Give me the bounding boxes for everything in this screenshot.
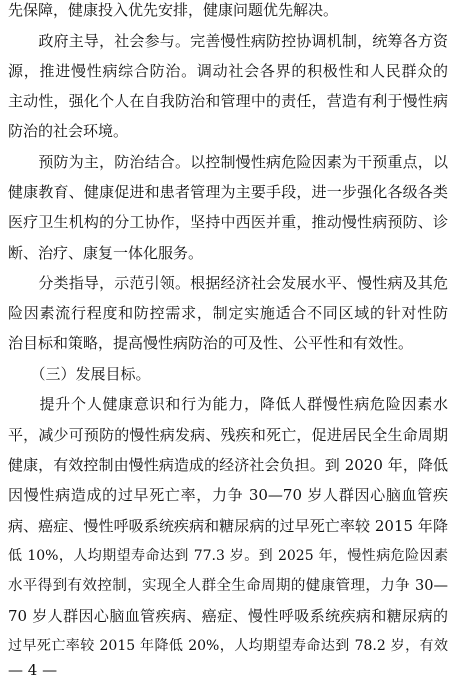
section-heading: （三）发展目标。 [8,365,151,383]
text-line: 健康教育、健康促进和患者管理为主要手段，进一步强化各级各类 [8,183,448,201]
text-line: 医疗卫生机构的分工协作，坚持中西医并重，推动慢性病预防、诊 [8,213,448,231]
text-line: 险因素流行程度和防控需求，制定实施适合不同区域的针对性防 [8,304,448,322]
text-line: 政府主导，社会参与。完善慢性病防控协调机制，统筹各方资 [8,32,448,50]
text-line: 水平得到有效控制，实现全人群全生命周期的健康管理，力争 30— [8,578,448,594]
page-number: — 4 — [8,661,58,679]
text-line: 健康，有效控制由慢性病造成的经济社会负担。到 2020 年，降低 [8,456,448,474]
text-line: 过早死亡率较 2015 年降低 20%，人均期望寿命达到 78.2 岁，有效 [8,638,448,654]
text-line: 源，推进慢性病综合防治。调动社会各界的积极性和人民群众的 [8,62,448,80]
text-line: 平，减少可预防的慢性病发病、残疾和死亡，促进居民全生命周期 [8,426,448,444]
text-line: 先保障，健康投入优先安排，健康问题优先解决。 [8,1,339,19]
text-line: 70 岁人群因心脑血管疾病、癌症、慢性呼吸系统疾病和糖尿病的 [8,607,448,625]
text-line: 分类指导，示范引领。根据经济社会发展水平、慢性病及其危 [8,274,448,292]
text-line: 因慢性病造成的过早死亡率，力争 30—70 岁人群因心脑血管疾 [8,486,448,504]
text-line: 断、治疗、康复一体化服务。 [8,244,204,262]
text-line: 低 10%，人均期望寿命达到 77.3 岁。到 2025 年，慢性病危险因素 [8,548,448,564]
text-line: 病、癌症、慢性呼吸系统疾病和糖尿病的过早死亡率较 2015 年降 [8,517,448,535]
text-line: 提升个人健康意识和行为能力，降低人群慢性病危险因素水 [8,395,448,413]
text-line: 防治的社会环境。 [8,122,129,140]
text-line: 主动性，强化个人在自我防治和管理中的责任，营造有利于慢性病 [8,92,448,110]
text-line: 预防为主，防治结合。以控制慢性病危险因素为干预重点，以 [8,153,448,171]
text-line: 治目标和策略，提高慢性病防治的可及性、公平性和有效性。 [8,334,414,352]
